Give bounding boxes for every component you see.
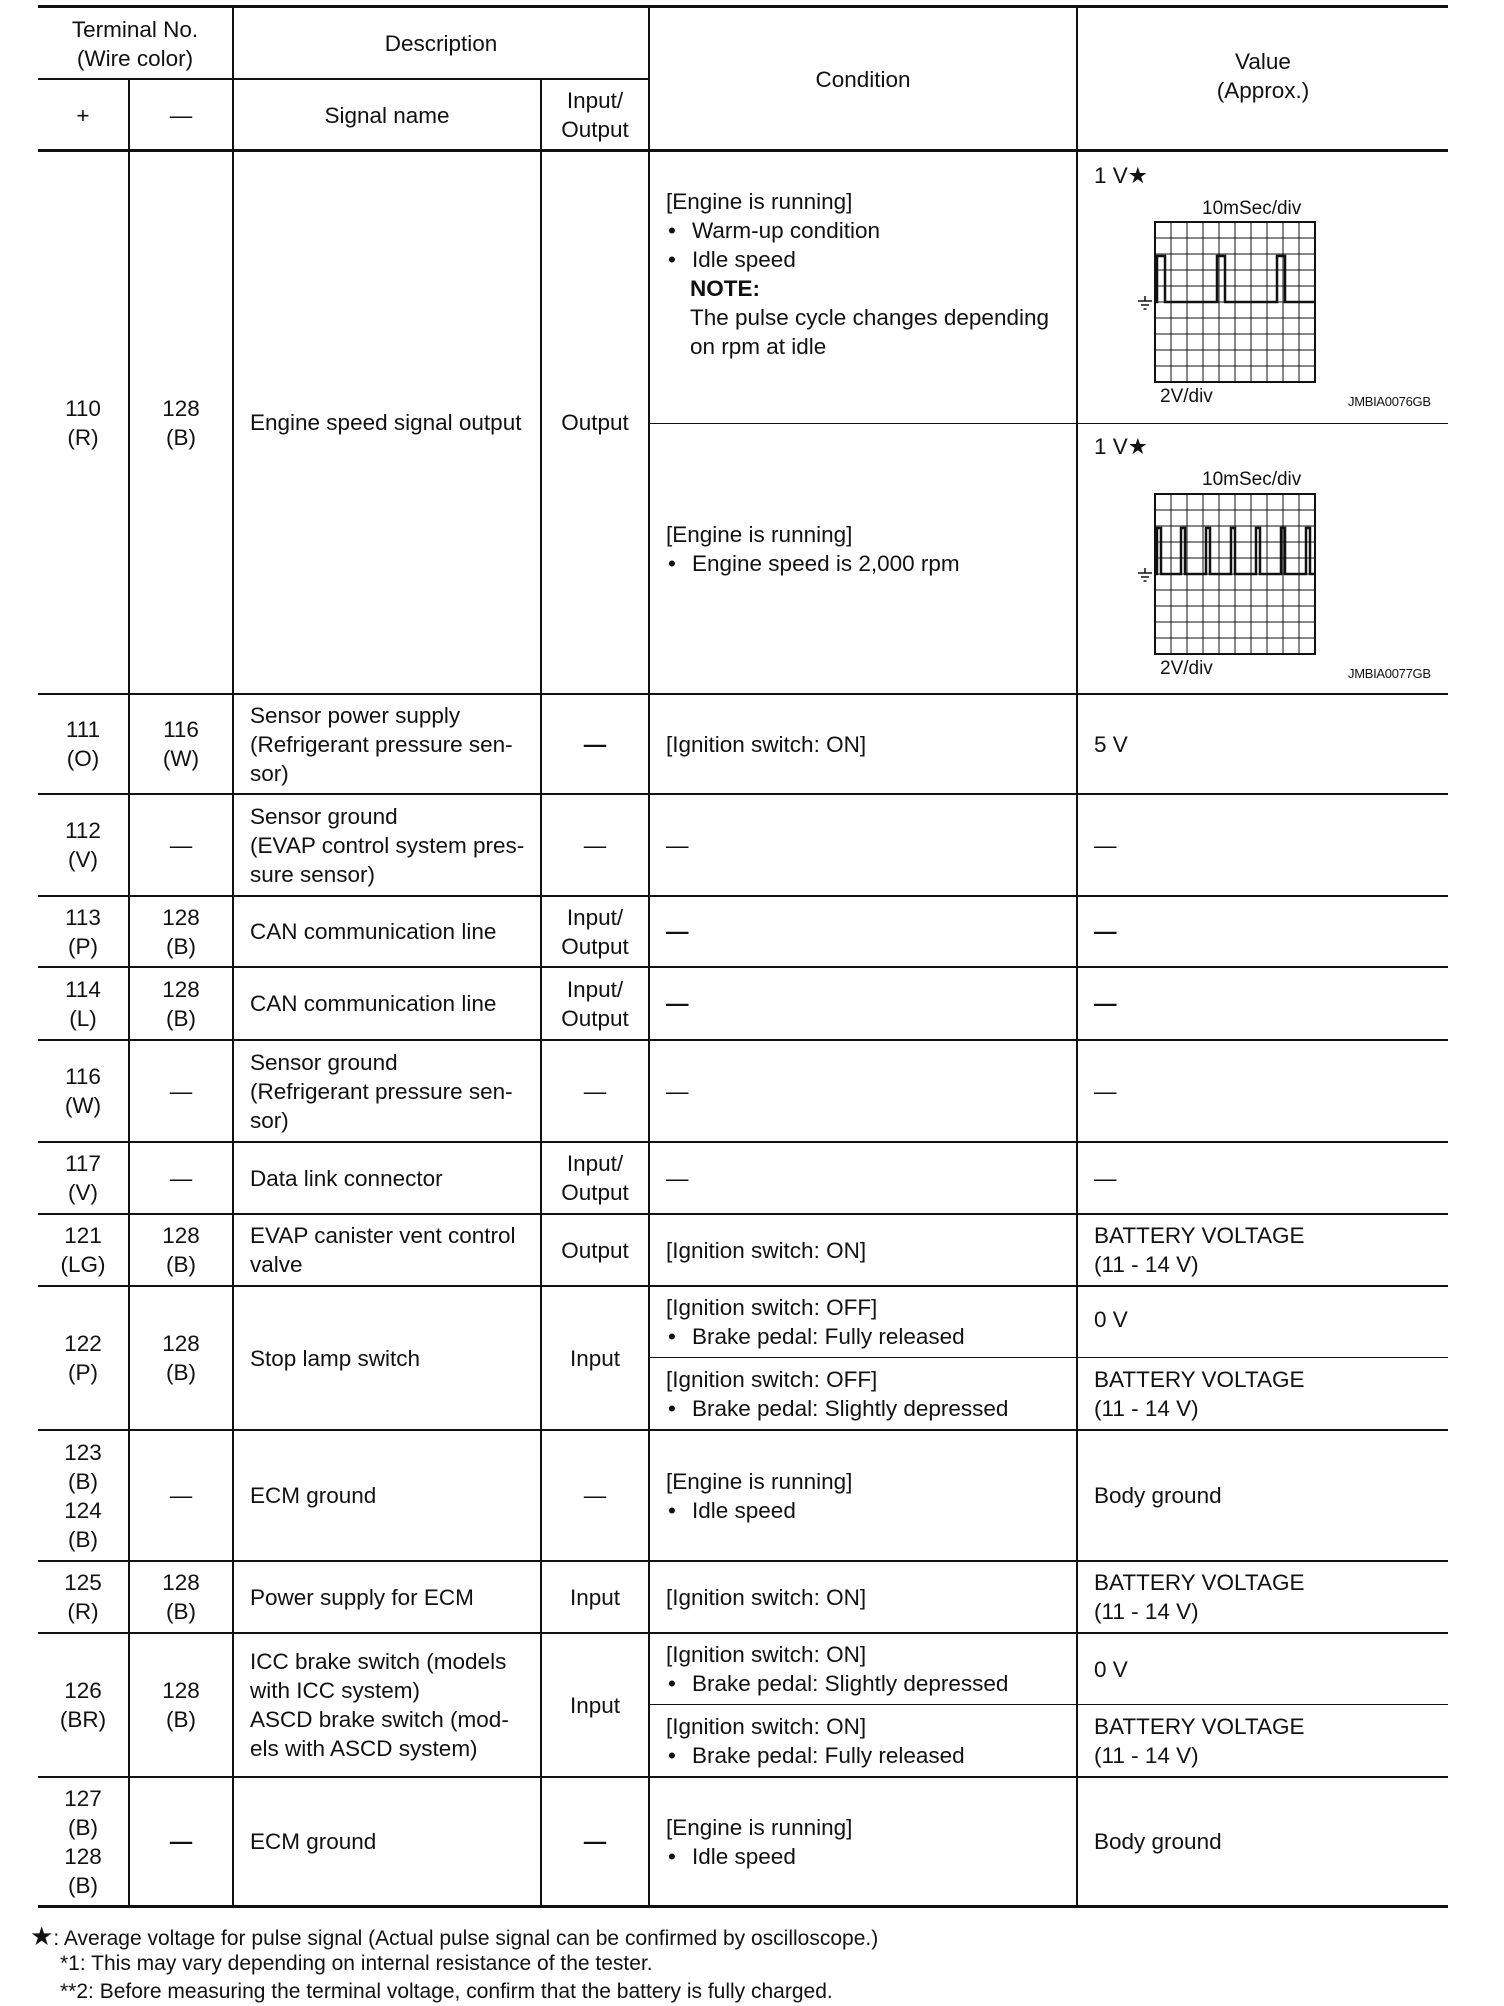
io-value: Input/ <box>566 976 624 1002</box>
terminal-number: 128 <box>162 1570 200 1595</box>
io-value: Input <box>569 1692 621 1718</box>
row125-minus <box>130 1562 232 1632</box>
condition-bullet-text: Idle speed <box>692 1497 796 1523</box>
row111-condition <box>650 695 1076 793</box>
condition-bullet-text: Brake pedal: Fully released <box>692 1742 965 1768</box>
terminal-number: 125 <box>64 1570 102 1595</box>
bullet: • <box>668 1742 676 1768</box>
row122-value-released <box>1078 1287 1448 1357</box>
signal-name: ASCD brake switch (mod- <box>250 1707 509 1732</box>
footnote-1: *1: This may vary depending on internal resistance of the tester. <box>60 1952 653 1975</box>
condition-bullet-item <box>666 1669 1008 1698</box>
wire-color: (B) <box>68 1526 98 1552</box>
row126-value-released <box>1078 1705 1448 1776</box>
row117-condition <box>650 1143 1076 1213</box>
wire-color: (P) <box>68 933 98 959</box>
terminal-number: — <box>169 1829 193 1854</box>
scope2-voltage <box>1094 433 1148 461</box>
condition-line: — <box>666 919 689 944</box>
row112-minus <box>130 795 232 895</box>
signal-name: with ICC system) <box>250 1678 421 1703</box>
row126-plus <box>38 1634 128 1776</box>
signal-name: CAN communication line <box>250 919 497 944</box>
signal-name: sure sensor) <box>250 861 376 887</box>
row125-signal <box>234 1562 540 1632</box>
condition-bullet-text: Idle speed <box>692 246 796 272</box>
io-value: — <box>583 731 607 757</box>
wire-color: (B) <box>166 1599 196 1624</box>
scope2-figure-code: JMBIA0077GB <box>1348 666 1431 681</box>
wire-color: (W) <box>64 1093 102 1118</box>
signal-name: (Refrigerant pressure sen- <box>250 731 513 757</box>
signal-name: ECM ground <box>250 1483 377 1508</box>
scope1-figure-code: JMBIA0076GB <box>1348 394 1431 409</box>
io-value: Output <box>561 410 629 435</box>
signal-name: (EVAP control system pres- <box>250 832 525 858</box>
condition-bullet-item <box>666 1741 965 1770</box>
terminal-number: 116 <box>65 1064 101 1089</box>
wire-color: (B) <box>166 424 196 450</box>
row111-io <box>542 695 648 793</box>
row122-value-depressed <box>1078 1358 1448 1429</box>
row127-signal <box>234 1778 540 1905</box>
table-bottom-border <box>38 1905 1448 1908</box>
condition-line: — <box>666 832 689 858</box>
row116-condition <box>650 1041 1076 1141</box>
value-text: BATTERY VOLTAGE <box>1094 1223 1305 1248</box>
header-minus <box>130 80 232 150</box>
scope1-time-div: 10mSec/div <box>1202 198 1302 219</box>
signal-name: ECM ground <box>250 1829 377 1854</box>
row125-condition <box>650 1562 1076 1632</box>
row117-minus <box>130 1143 232 1213</box>
terminal-number: 110 <box>65 395 101 421</box>
row114-minus <box>130 968 232 1039</box>
scope1-volt-div: 2V/div <box>1160 386 1213 407</box>
row110-condition-2000rpm <box>650 424 1076 693</box>
value-text: — <box>1094 991 1117 1016</box>
row127-io <box>542 1778 648 1905</box>
condition-line: [Ignition switch: ON] <box>666 1237 867 1263</box>
row116-io <box>542 1041 648 1141</box>
header-minus-label: — <box>169 102 193 128</box>
row121-signal <box>234 1215 540 1285</box>
value-text: (11 - 14 V) <box>1094 1395 1199 1421</box>
wire-color: (LG) <box>60 1252 106 1277</box>
row121-io <box>542 1215 648 1285</box>
row125-plus <box>38 1562 128 1632</box>
value-text: BATTERY VOLTAGE <box>1094 1366 1305 1392</box>
condition-line: [Ignition switch: ON] <box>666 731 867 757</box>
signal-name: Sensor ground <box>250 1049 398 1075</box>
row123-condition <box>650 1431 1076 1560</box>
footnote-star-text: : Average voltage for pulse signal (Actual pulse signal can be confirmed by oscilloscope.) <box>53 1927 879 1950</box>
condition-bullet-item <box>666 216 880 245</box>
condition-line: [Ignition switch: OFF] <box>666 1366 878 1392</box>
wire-color: (V) <box>68 847 98 872</box>
row123-io <box>542 1431 648 1560</box>
scope-voltage-text: 1 V <box>1094 434 1128 459</box>
bullet: • <box>668 550 676 576</box>
value-text: — <box>1094 919 1117 944</box>
io-value: Output <box>561 1005 629 1031</box>
value-text: 0 V <box>1094 1656 1128 1682</box>
signal-name: valve <box>250 1252 303 1277</box>
condition-bullet-text: Brake pedal: Slightly depressed <box>692 1671 1009 1696</box>
wire-color: (B) <box>166 1360 196 1385</box>
row117-value <box>1078 1143 1448 1213</box>
value-text: 5 V <box>1094 731 1128 757</box>
row122-minus <box>130 1287 232 1429</box>
row127-plus <box>38 1778 128 1905</box>
row125-io <box>542 1562 648 1632</box>
header-terminal-no <box>38 8 232 79</box>
terminal-number: 124 <box>64 1497 102 1523</box>
io-value: Input/ <box>566 1151 624 1176</box>
io-value: — <box>583 1829 607 1854</box>
row122-condition-depressed <box>650 1358 1076 1429</box>
condition-line: — <box>666 1165 689 1191</box>
io-value: Input <box>569 1345 621 1371</box>
terminal-number: 128 <box>162 1223 200 1248</box>
row110-plus <box>38 152 128 693</box>
row113-value <box>1078 897 1448 966</box>
signal-name: Stop lamp switch <box>250 1345 421 1371</box>
wire-color: (B) <box>166 1005 196 1031</box>
note-label: NOTE: <box>690 275 760 301</box>
header-signal-name-label: Signal name <box>324 102 450 128</box>
row123-value <box>1078 1431 1448 1560</box>
row122-plus <box>38 1287 128 1429</box>
star-icon: ★ <box>30 1921 54 1951</box>
header-io-line1: Input/ <box>566 88 624 113</box>
footnote-2: **2: Before measuring the terminal voltage, confirm that the battery is fully charged. <box>60 1980 833 2003</box>
signal-name: ICC brake switch (models <box>250 1649 507 1674</box>
terminal-number: 127 <box>64 1785 102 1811</box>
footnote-star <box>30 1922 878 1953</box>
signal-name: (Refrigerant pressure sen- <box>250 1078 513 1104</box>
row112-signal <box>234 795 540 895</box>
row126-condition-depressed <box>650 1634 1076 1704</box>
row111-minus <box>130 695 232 793</box>
terminal-number: 128 <box>162 395 200 421</box>
row113-io <box>542 897 648 966</box>
note-text: The pulse cycle changes depending <box>690 304 1050 330</box>
condition-bullet-item <box>666 549 960 578</box>
signal-name: EVAP canister vent control <box>250 1223 516 1248</box>
row110-signal <box>234 152 540 693</box>
condition-line: [Ignition switch: OFF] <box>666 1295 878 1320</box>
scope2-waveform <box>1155 528 1315 574</box>
signal-name: Power supply for ECM <box>250 1584 474 1610</box>
bullet: • <box>668 1395 676 1421</box>
condition-bullet-item <box>666 1322 965 1351</box>
row122-io <box>542 1287 648 1429</box>
signal-name: els with ASCD system) <box>250 1736 478 1761</box>
row121-value <box>1078 1215 1448 1285</box>
row123-minus <box>130 1431 232 1560</box>
bullet: • <box>668 1671 676 1696</box>
header-io-line2: Output <box>561 117 629 142</box>
header-signal-name <box>234 80 540 150</box>
ground-icon <box>1137 568 1153 582</box>
header-description <box>234 8 648 79</box>
bullet: • <box>668 1497 676 1523</box>
header-input-output <box>542 80 648 150</box>
header-terminal-no-label: Terminal No. <box>71 16 199 42</box>
row111-value <box>1078 695 1448 793</box>
row122-condition-released <box>650 1287 1076 1357</box>
scope2-graph <box>1155 494 1317 656</box>
terminal-number: 126 <box>64 1678 102 1703</box>
bullet: • <box>668 1843 676 1869</box>
terminal-number: 114 <box>65 976 101 1002</box>
row113-plus <box>38 897 128 966</box>
terminal-number: 122 <box>64 1331 102 1356</box>
value-text: (11 - 14 V) <box>1094 1252 1199 1277</box>
condition-line: [Engine is running] <box>666 188 853 214</box>
wire-color: (O) <box>66 746 100 771</box>
terminal-number: 128 <box>162 904 200 930</box>
row113-condition <box>650 897 1076 966</box>
io-value: Output <box>561 1180 629 1205</box>
note-text: on rpm at idle <box>690 333 827 359</box>
wire-color: (B) <box>68 1814 98 1840</box>
header-wire-color-label: (Wire color) <box>76 45 194 71</box>
row117-io <box>542 1143 648 1213</box>
star-icon: ★ <box>1127 163 1148 188</box>
signal-name: sor) <box>250 1107 289 1133</box>
terminal-number: 112 <box>65 818 101 843</box>
row127-value <box>1078 1778 1448 1905</box>
value-text: — <box>1094 832 1117 858</box>
io-value: — <box>583 1078 607 1104</box>
condition-bullet-text: Idle speed <box>692 1843 796 1869</box>
row112-io <box>542 795 648 895</box>
row116-plus <box>38 1041 128 1141</box>
bullet: • <box>668 1324 676 1349</box>
wire-color: (V) <box>68 1180 98 1205</box>
io-value: — <box>583 832 607 858</box>
value-text: 0 V <box>1094 1306 1128 1332</box>
io-value: Input/ <box>566 904 624 930</box>
value-text: Body ground <box>1094 1829 1222 1854</box>
row121-minus <box>130 1215 232 1285</box>
io-value: Output <box>561 933 629 959</box>
row111-plus <box>38 695 128 793</box>
ground-icon <box>1137 296 1153 310</box>
terminal-number: — <box>169 1165 193 1191</box>
row114-signal <box>234 968 540 1039</box>
wire-color: (B) <box>68 1468 98 1494</box>
signal-name: Sensor ground <box>250 803 398 829</box>
terminal-number: 128 <box>64 1843 102 1869</box>
scope2-volt-div: 2V/div <box>1160 658 1213 679</box>
condition-line: [Ignition switch: ON] <box>666 1713 867 1739</box>
condition-bullet-text: Brake pedal: Slightly depressed <box>692 1395 1009 1421</box>
row114-value <box>1078 968 1448 1039</box>
signal-name: Engine speed signal output <box>250 410 522 435</box>
row117-signal <box>234 1143 540 1213</box>
condition-line: [Ignition switch: ON] <box>666 1584 867 1610</box>
row122-signal <box>234 1287 540 1429</box>
bullet: • <box>668 246 676 272</box>
signal-name: sor) <box>250 760 289 786</box>
header-plus <box>38 80 128 150</box>
bullet: • <box>668 217 676 243</box>
value-text: (11 - 14 V) <box>1094 1742 1199 1768</box>
scope1-grid-svg <box>1155 222 1317 384</box>
row114-plus <box>38 968 128 1039</box>
row123-plus <box>38 1431 128 1560</box>
condition-bullet-item <box>666 1842 796 1871</box>
io-value: Output <box>561 1237 629 1263</box>
condition-line: [Engine is running] <box>666 1468 853 1494</box>
scope-voltage-text: 1 V <box>1094 163 1128 188</box>
row112-value <box>1078 795 1448 895</box>
row113-signal <box>234 897 540 966</box>
condition-bullet-text: Brake pedal: Fully released <box>692 1324 965 1349</box>
header-plus-label: + <box>76 102 90 128</box>
row110-minus <box>130 152 232 693</box>
row126-condition-released <box>650 1705 1076 1776</box>
value-text: — <box>1094 1165 1117 1191</box>
wire-color: (P) <box>68 1360 98 1385</box>
row110-io <box>542 152 648 693</box>
condition-bullet-item <box>666 245 796 274</box>
row121-condition <box>650 1215 1076 1285</box>
value-text: BATTERY VOLTAGE <box>1094 1570 1305 1595</box>
row126-io <box>542 1634 648 1776</box>
wire-color: (L) <box>69 1005 97 1031</box>
wire-color: (R) <box>67 424 99 450</box>
condition-line: — <box>666 991 689 1016</box>
row126-signal <box>234 1634 540 1776</box>
value-text: Body ground <box>1094 1483 1222 1508</box>
header-condition <box>650 8 1076 150</box>
row126-minus <box>130 1634 232 1776</box>
wire-color: (R) <box>67 1599 99 1624</box>
condition-line: [Engine is running] <box>666 1814 853 1840</box>
condition-bullet-item <box>666 1394 1008 1423</box>
value-text: (11 - 14 V) <box>1094 1599 1199 1624</box>
io-value: Input <box>569 1584 621 1610</box>
terminal-number: — <box>169 1483 193 1508</box>
scope1-voltage <box>1094 162 1148 190</box>
row126-value-depressed <box>1078 1634 1448 1704</box>
header-value-line1: Value <box>1235 49 1291 74</box>
wire-color: (B) <box>166 1707 196 1732</box>
value-text: — <box>1094 1078 1117 1104</box>
header-description-label: Description <box>384 31 498 56</box>
row114-condition <box>650 968 1076 1039</box>
row121-plus <box>38 1215 128 1285</box>
condition-line: [Engine is running] <box>666 521 853 547</box>
row112-plus <box>38 795 128 895</box>
terminal-number: 121 <box>64 1223 102 1248</box>
condition-line: — <box>666 1078 689 1104</box>
row123-signal <box>234 1431 540 1560</box>
condition-bullet-text: Engine speed is 2,000 rpm <box>692 550 960 576</box>
header-condition-label: Condition <box>815 66 911 92</box>
row111-signal <box>234 695 540 793</box>
row116-minus <box>130 1041 232 1141</box>
row112-condition <box>650 795 1076 895</box>
value-text: BATTERY VOLTAGE <box>1094 1713 1305 1739</box>
terminal-number: 117 <box>65 1151 101 1176</box>
wire-color: (B) <box>68 1872 98 1898</box>
terminal-number: 111 <box>65 717 101 742</box>
condition-bullet-item <box>666 1496 796 1525</box>
row117-plus <box>38 1143 128 1213</box>
terminal-number: — <box>169 832 193 858</box>
row114-io <box>542 968 648 1039</box>
terminal-number: — <box>169 1078 193 1104</box>
header-value <box>1078 8 1448 150</box>
wire-color: (BR) <box>59 1707 107 1732</box>
terminal-number: 128 <box>162 1678 200 1703</box>
scope2-time-div: 10mSec/div <box>1202 469 1302 490</box>
signal-name: CAN communication line <box>250 991 497 1016</box>
scope1-graph <box>1155 222 1317 384</box>
signal-name: Sensor power supply <box>250 702 461 728</box>
terminal-number: 128 <box>162 1331 200 1356</box>
wire-color: (W) <box>162 746 200 771</box>
wire-color: (B) <box>166 1252 196 1277</box>
condition-bullet-text: Warm-up condition <box>692 217 880 243</box>
row127-condition <box>650 1778 1076 1905</box>
star-icon: ★ <box>1127 434 1148 459</box>
terminal-number: 113 <box>65 904 101 930</box>
terminal-number: 128 <box>162 976 200 1002</box>
header-value-line2: (Approx.) <box>1216 78 1310 103</box>
scope2-grid-svg <box>1155 494 1317 656</box>
row125-value <box>1078 1562 1448 1632</box>
signal-name: Data link connector <box>250 1165 443 1191</box>
row113-minus <box>130 897 232 966</box>
terminal-number: 116 <box>163 717 199 742</box>
wire-color: (B) <box>166 933 196 959</box>
row116-value <box>1078 1041 1448 1141</box>
row110-condition-idle <box>650 152 1076 423</box>
condition-line: [Ignition switch: ON] <box>666 1642 867 1667</box>
terminal-number: 123 <box>64 1439 102 1465</box>
row127-minus <box>130 1778 232 1905</box>
row116-signal <box>234 1041 540 1141</box>
io-value: — <box>583 1483 607 1508</box>
